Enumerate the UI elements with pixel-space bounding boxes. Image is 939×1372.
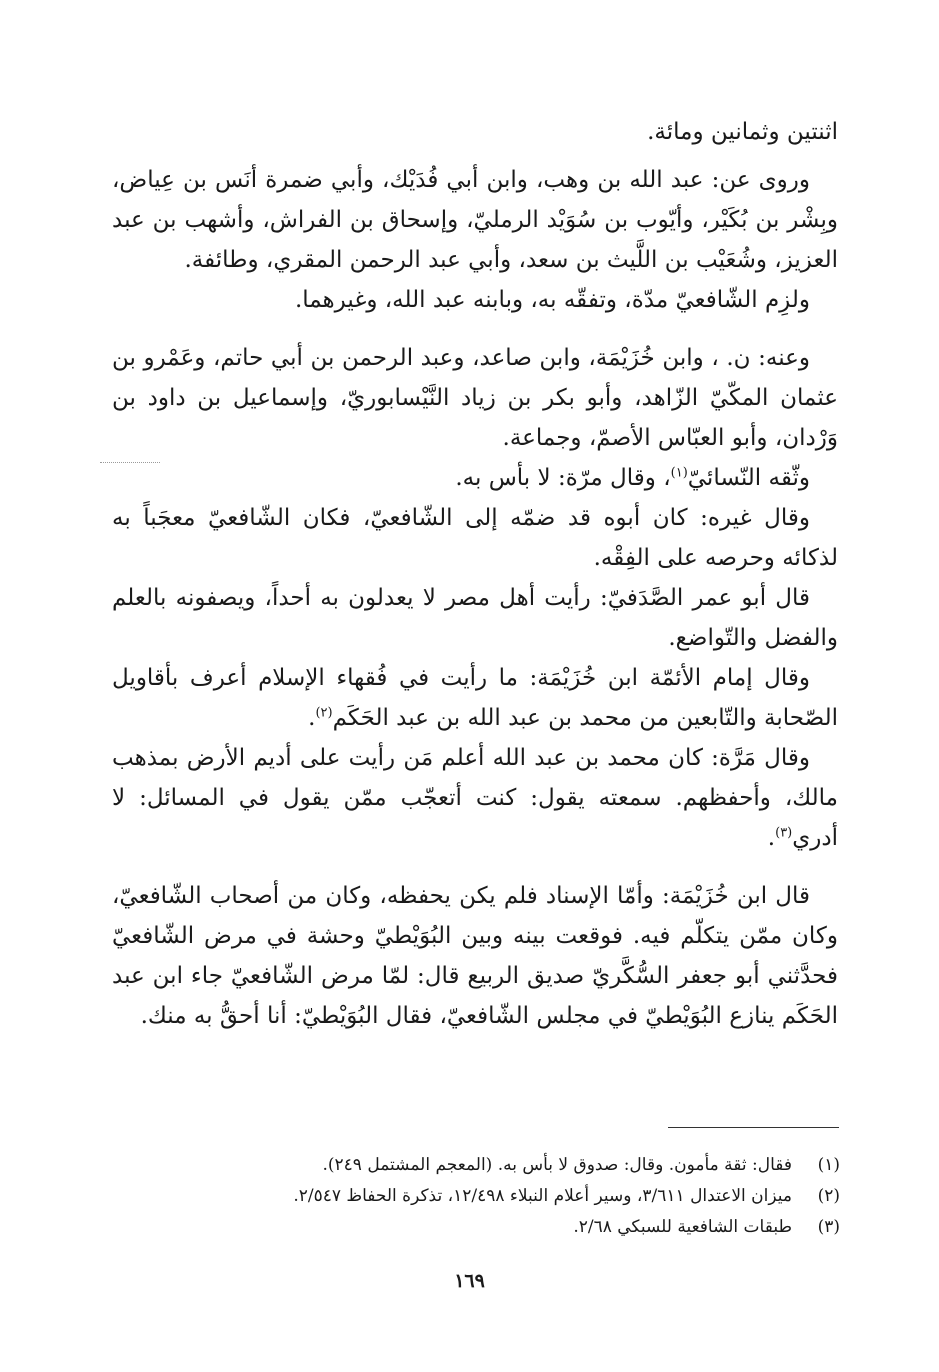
paragraph-ibn-khuzayma: وقال إمام الأئمّة ابن خُزَيْمَة: ما رأيت في فُقهاء الإسلام أعرف بأقاويل الصّحابة والتّابعين من محمد بن عبد الله بن عبد الحَكَم$^{(٢)}$.: [112, 665, 838, 731]
footnotes: [112, 1150, 840, 1243]
paragraph-isnad: قال ابن خُزَيْمَة: وأمّا الإسناد فلم يكن يحفظه، وكان من أصحاب الشّافعيّ، وكان ممّن يتكلّم فيه. فوقعت بينه وبين البُوَيْطيّ وحشة في مرض الشّافعيّ فحدَّثني أبو جعفر السُّكَّريّ صديق الربيع قال: لمّا مرض الشّافعيّ جاء ابن عبد الحَكَم ينازع البُوَيْطيّ في مجلس الشّافعيّ، فقال البُوَيْطيّ: أنا أحقُّ به منك.: [112, 883, 838, 1029]
margin-mark: [100, 462, 160, 463]
paragraph-accompanied-shafii: ولزِم الشّافعيّ مدّة، وتفقّه به، وبابنه عبد الله، وغيرهما.: [294, 287, 810, 313]
paragraph-once-said: وقال مَرَّة: كان محمد بن عبد الله أعلم مَن رأيت على أديم الأرض بمذهب مالك، وأحفظهم. سمعته يقول: كنت أتعجّب ممّن يقول في المسائل: لا أدري$^{(٣)}$.: [112, 745, 838, 851]
footnote-ref-1[interactable]: (١): [670, 465, 688, 481]
paragraph-sadafi: قال أبو عمر الصَّدَفيّ: رأيت أهل مصر لا يعدلون به أحداً، ويصفونه بالعلم والفضل والتّواضع.: [112, 585, 838, 651]
footnote-separator: [668, 1127, 839, 1128]
paragraph-others-said: وقال غيره: كان أبوه قد ضمّه إلى الشّافعيّ، فكان الشّافعيّ معجَباً به لذكائه وحرصه على الفِقْه.: [112, 505, 838, 571]
footnote-ref-3[interactable]: (٣): [775, 825, 793, 841]
paragraph-narrators-from: وروى عن: عبد الله بن وهب، وابن أبي فُدَيْك، وأبي ضمرة أنَس بن عِياض، وبِشْر بن بُكَيْر، وأيّوب بن سُوَيْد الرمليّ، وإسحاق بن الفراش، وأشهب بن عبد العزيز، وشُعَيْب بن اللَّيث بن سعد، وأبي عبد الرحمن المقري، وطائفة.: [112, 167, 838, 273]
page-number: ١٦٩: [454, 1270, 485, 1292]
footnote-text: طبقات الشافعية للسبكي ٢/٦٨.: [573, 1217, 792, 1237]
main-text: [112, 112, 838, 1036]
footnote-ref-2[interactable]: (٢): [315, 705, 333, 721]
footnote-number: (١): [817, 1155, 840, 1175]
footnote-number: (٢): [817, 1186, 840, 1206]
paragraph-nasai-trust: وثّقه النّسائيّ$^{(١)}$، وقال مرّة: لا بأس به.: [455, 465, 810, 491]
footnote-number: (٣): [817, 1217, 840, 1237]
paragraph-continuation: اثنتين وثمانين ومائة.: [647, 119, 838, 145]
paragraph-narrators-by: وعنه: ن. ، وابن خُزَيْمَة، وابن صاعد، وعبد الرحمن بن أبي حاتم، وعَمْرو بن عثمان المكّيّ الزّاهد، وأبو بكر بن زياد النَّيْسابوريّ، وإسماعيل بن داود بن وَرْدان، وأبو العبّاس الأصمّ، وجماعة.: [112, 345, 838, 451]
footnote-1: [112, 1150, 840, 1181]
footnote-2: [112, 1181, 840, 1212]
footnote-text: فقال: ثقة مأمون. وقال: صدوق لا بأس به. (المعجم المشتمل ٢٤٩).: [322, 1155, 792, 1175]
footnote-3: [112, 1212, 840, 1243]
footnote-text: ميزان الاعتدال ٣/٦١١، وسير أعلام النبلاء ١٢/٤٩٨، تذكرة الحفاظ ٢/٥٤٧.: [293, 1186, 792, 1206]
